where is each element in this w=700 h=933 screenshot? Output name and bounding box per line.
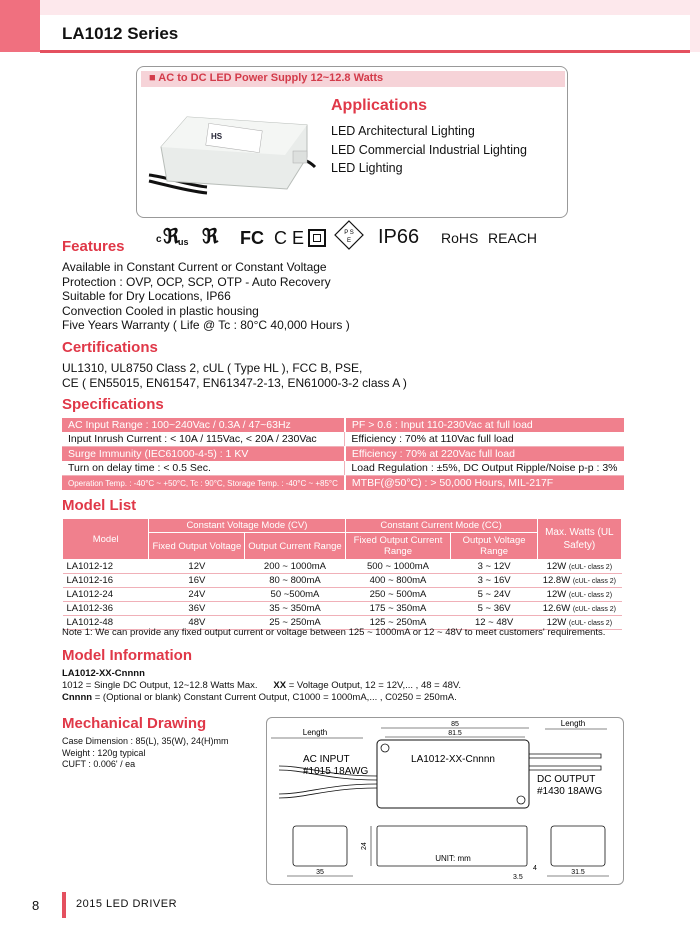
rohs-label: RoHS [441,230,479,246]
col-group-cv: Constant Voltage Mode (CV) [149,519,345,533]
cc-current-cell: 500 ~ 1000mA [345,560,451,574]
dim-24: 24 [361,842,368,850]
spec-right-cell: Efficiency : 70% at 220Vac full load [345,447,624,462]
feature-item: Five Years Warranty ( Life @ Tc : 80°C 40,000 Hours ) [62,318,350,332]
model-cell: LA1012-16 [63,574,149,588]
model-cell: LA1012-36 [63,602,149,616]
pse-diamond-icon [334,220,364,250]
ac-input-label: AC INPUT [303,754,350,765]
product-brand-label: HS [211,132,223,141]
col-header-cc-current: Fixed Output Current Range [345,533,451,560]
ul-logo-icon: ℜ [163,226,180,248]
fcc-logo-icon: FC [240,228,264,248]
application-item: LED Architectural Lighting [331,124,475,138]
model-info-text [62,668,622,704]
specifications-table [62,418,624,490]
drawing-model-label: LA1012-XX-Cnnnn [411,754,495,765]
table-row [63,588,622,602]
cc-current-cell: 400 ~ 800mA [345,574,451,588]
dc-output-label: DC OUTPUT [537,774,596,785]
model-list-table [62,518,622,630]
spec-row [62,461,624,476]
model-info-title: Model Information [62,647,192,664]
dim-3-5: 3.5 [513,874,523,881]
cv-voltage-cell: 12V [149,560,245,574]
cv-current-cell: 200 ~ 1000mA [245,560,345,574]
spec-row [62,447,624,462]
certification-line: UL1310, UL8750 Class 2, cUL ( Type HL ), FCC B, PSE, [62,361,363,375]
series-header [40,15,690,53]
col-header-cv-voltage: Fixed Output Voltage [149,533,245,560]
col-header-model: Model [63,519,149,560]
ur-logo-icon: ℜ [202,226,219,248]
dim-length-right: Length [560,719,586,728]
model-info-line1: 1012 = Single DC Output, 12~12.8 Watts Max. XX = Voltage Output, 12 = 12V,... , 48 = 48V. [62,680,462,691]
cc-voltage-cell: 3 ~ 16V [451,574,537,588]
cc-voltage-cell: 12 ~ 48V [451,616,537,630]
col-header-cc-voltage: Output Voltage Range [451,533,537,560]
spec-row [62,418,624,432]
footer-label: 2015 LED DRIVER [76,898,178,910]
watts-cell: 12W (cUL- class 2) [537,560,621,574]
model-code: LA1012-XX-Cnnnn [62,668,145,679]
spec-row [62,476,624,491]
dc-wire-label: #1430 18AWG [537,786,603,797]
product-subtitle-bar [141,71,565,87]
col-header-watts: Max. Watts (UL Safety) [537,519,621,560]
cul-us-text: us [178,237,189,247]
spec-left-cell: Input Inrush Current : < 10A / 115Vac, < 20A / 230Vac [62,432,345,447]
watts-cell: 12.8W (cUL- class 2) [537,574,621,588]
spec-left-cell: Operation Temp. : -40°C ~ +50°C, Tc : 90°C, Storage Temp. : -40°C ~ +85°C [62,476,345,491]
mechanical-title: Mechanical Drawing [62,715,207,732]
series-title: LA1012 Series [62,24,179,43]
watts-cell: 12.6W (cUL- class 2) [537,602,621,616]
col-header-cv-current: Output Current Range [245,533,345,560]
ce-logo-icon: C E [274,228,305,248]
watts-cell: 12W (cUL- class 2) [537,588,621,602]
model-cell: LA1012-12 [63,560,149,574]
cv-voltage-cell: 16V [149,574,245,588]
dim-81-5: 81.5 [448,730,462,737]
spec-left-cell: Turn on delay time : < 0.5 Sec. [62,461,345,476]
mechanical-specs [62,736,229,771]
product-box [136,66,568,218]
spec-left-cell: Surge Immunity (IEC61000-4-5) : 1 KV [62,447,345,462]
spec-right-cell: Load Regulation : ±5%, DC Output Ripple/Noise p-p : 3% [345,461,624,476]
dim-length-left: Length [302,728,328,737]
certification-logos [156,226,556,250]
cc-current-cell: 250 ~ 500mA [345,588,451,602]
model-cell: LA1012-24 [63,588,149,602]
cc-voltage-cell: 5 ~ 24V [451,588,537,602]
features-list [62,260,350,333]
cv-voltage-cell: 48V [149,616,245,630]
cc-voltage-cell: 5 ~ 36V [451,602,537,616]
unit-label: UNIT: mm [435,854,471,863]
spec-row [62,432,624,447]
table-row [63,602,622,616]
certifications-title: Certifications [62,339,158,356]
product-subtitle: ■ AC to DC LED Power Supply 12~12.8 Watts [149,72,384,84]
cv-voltage-cell: 36V [149,602,245,616]
class2-square-icon [308,229,326,247]
table-row [63,560,622,574]
model-info-line2: Cnnnn = (Optional or blank) Constant Current Output, C1000 = 1000mA,... , C0250 = 250mA. [62,692,457,703]
applications-list [331,122,527,178]
cc-current-cell: 125 ~ 250mA [345,616,451,630]
cc-voltage-cell: 3 ~ 12V [451,560,537,574]
certifications-list [62,361,407,390]
footer-accent-bar [62,892,66,918]
application-item: LED Commercial Industrial Lighting [331,142,527,157]
model-note: Note 1: We can provide any fixed output current or voltage between 125 ~ 1000mA or 12 ~ 48V to meet customers' requirements. [62,627,606,638]
features-title: Features [62,238,125,255]
product-photo [147,107,317,207]
feature-item: Suitable for Dry Locations, IP66 [62,289,231,303]
feature-item: Available in Constant Current or Constant Voltage [62,260,327,274]
cul-c-text: c [156,234,162,245]
specifications-title: Specifications [62,396,164,413]
dim-85: 85 [451,721,459,728]
svg-text:E: E [346,238,352,244]
mechanical-drawing-box [266,717,624,885]
cc-current-cell: 175 ~ 350mA [345,602,451,616]
dim-4: 4 [533,865,537,872]
page-number: 8 [32,898,40,913]
svg-text:P S: P S [344,230,354,236]
cv-current-cell: 50 ~500mA [245,588,345,602]
cv-current-cell: 35 ~ 350mA [245,602,345,616]
cv-current-cell: 80 ~ 800mA [245,574,345,588]
application-item: LED Lighting [331,161,403,175]
spec-right-cell: MTBF(@50°C) : > 50,000 Hours, MIL-217F [345,476,624,491]
reach-label: REACH [488,230,538,246]
feature-item: Convection Cooled in plastic housing [62,303,259,318]
spec-right-cell: PF > 0.6 : Input 110-230Vac at full load [345,418,624,432]
mechanical-spec-line: Weight : 120g typical [62,747,146,758]
dim-35: 35 [316,869,324,876]
watts-cell: 12W (cUL- class 2) [537,616,621,630]
spec-right-cell: Efficiency : 70% at 110Vac full load [345,432,624,447]
col-group-cc: Constant Current Mode (CC) [345,519,537,533]
mechanical-drawing [267,718,623,884]
ac-wire-label: #1015 18AWG [303,766,369,777]
mechanical-spec-line: CUFT : 0.006' / ea [62,759,136,769]
ip66-label: IP66 [378,226,420,248]
table-row [63,574,622,588]
model-list-title: Model List [62,497,137,514]
spec-left-cell: AC Input Range : 100~240Vac / 0.3A / 47~63Hz [62,418,345,432]
model-cell: LA1012-48 [63,616,149,630]
feature-item: Protection : OVP, OCP, SCP, OTP - Auto Recovery [62,274,331,289]
mechanical-spec-line: Case Dimension : 85(L), 35(W), 24(H)mm [62,736,229,746]
cv-voltage-cell: 24V [149,588,245,602]
dim-31-5: 31.5 [571,869,585,876]
certification-line: CE ( EN55015, EN61547, EN61347-2-13, EN61000-3-2 class A ) [62,375,407,390]
applications-title: Applications [331,97,428,114]
cv-current-cell: 25 ~ 250mA [245,616,345,630]
